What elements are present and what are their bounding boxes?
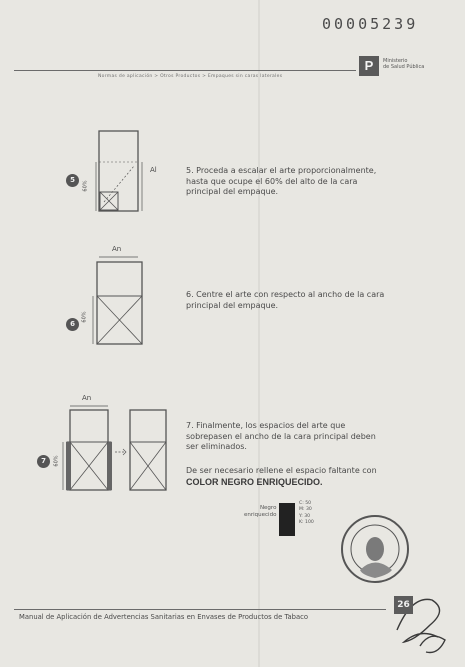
step-5-badge: 5 [66,174,79,187]
step5-percent-label: 60% [82,180,89,192]
seal-emblem [366,537,384,561]
step7-diagram [63,406,166,490]
step-6-badge: 6 [66,318,79,331]
rich-black-swatch [279,503,295,536]
step6-diagram [93,257,142,344]
step7-package-after [130,410,166,490]
page-number: 26 [394,596,413,614]
step7-width-label: An [82,394,92,402]
swatch-c: C: 50 [299,501,312,506]
step-7-badge: 7 [37,455,50,468]
swatch-label-line-1: Negro [259,505,277,511]
swatch-k: K: 100 [299,520,314,526]
rich-black-note [186,466,386,487]
footer-rule [14,609,386,610]
swatch-y: Y: 30 [299,513,311,519]
swatch-label-line-2: enriquecido [244,512,277,518]
swatch-cmyk-values [299,501,314,527]
note-text: De ser necesario rellene el espacio faltante con [186,466,377,475]
footer-title: Manual de Aplicación de Advertencias Sanitarias en Envases de Productos de Tabaco [19,613,309,621]
step-6-text: 6. Centre el arte con respecto al ancho de la cara principal del empaque. [186,290,385,310]
seal-signature-mark [360,563,392,579]
signature-stroke-2 [420,636,445,652]
breadcrumb: Normas de aplicación > Otros Productos > Empaques sin caras laterales [98,74,283,79]
step5-diagram [96,131,142,211]
ministry-line-2: de Salud Pública [383,64,425,70]
note-emphasis: COLOR NEGRO ENRIQUECIDO. [186,476,323,487]
swatch-m: M: 30 [299,507,312,513]
serial-number: 00005239 [322,15,419,33]
step7-package-before [70,410,108,490]
official-seal [342,516,408,582]
step5-corner-label: Al [150,166,157,174]
step5-scale-arrow [104,166,134,202]
step7-excess-right [107,442,112,490]
step6-width-label: An [112,245,122,253]
step6-percent-label: 60% [81,311,88,323]
step-5-text: 5. Proceda a escalar el arte proporcionalmente, hasta que ocupe el 60% del alto de la cara principal del empaque. [186,166,377,197]
ministry-line-1: Ministerio [383,58,408,64]
ministry-logo-icon: P [359,56,379,76]
step7-excess-left [66,442,71,490]
swatch-label [244,505,276,519]
step-7-text: 7. Finalmente, los espacios del arte que sobrepasen el ancho de la cara principal deben ser eliminados. [186,421,376,452]
step7-percent-label: 60% [53,455,60,467]
